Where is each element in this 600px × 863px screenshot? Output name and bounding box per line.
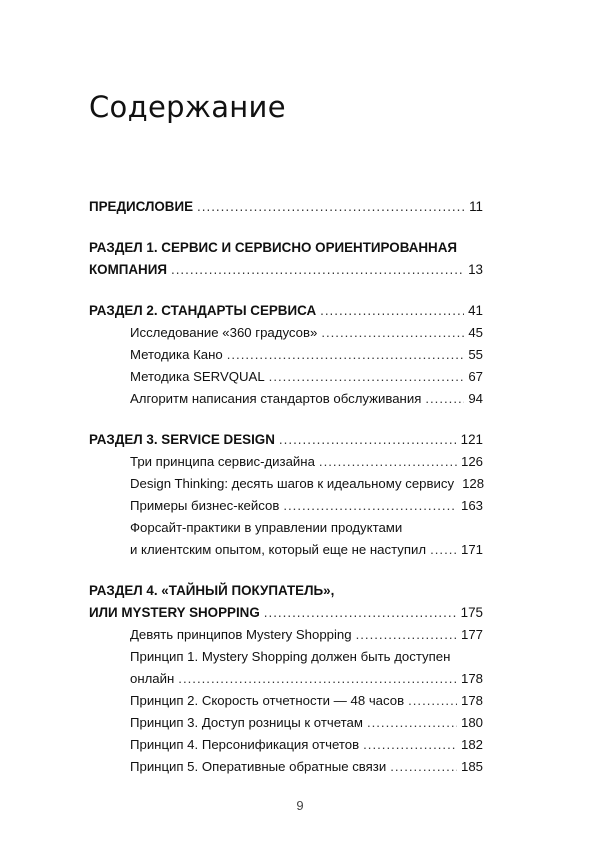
- toc-subentry[interactable]: [89, 668, 483, 690]
- dot-leader: [430, 539, 457, 561]
- dot-leader: [363, 734, 457, 756]
- toc-entry-section-3[interactable]: [89, 429, 483, 451]
- toc-entry-label: Три принципа сервис-дизайна: [130, 454, 315, 469]
- toc-page-number: 182: [460, 737, 483, 752]
- toc-entry-label: Принцип 2. Скорость отчетности — 48 часов: [130, 693, 405, 708]
- toc-subentry[interactable]: [89, 366, 483, 388]
- toc-page-number: 11: [469, 199, 483, 214]
- toc-section-preface: [89, 196, 483, 218]
- toc-entry-label: Методика SERVQUAL: [130, 369, 265, 384]
- toc-subentry[interactable]: [89, 712, 483, 734]
- toc-entry-label: Design Thinking: десять шагов к идеальному сервису: [130, 476, 455, 491]
- dot-leader: [178, 668, 457, 690]
- toc-subentry[interactable]: [89, 344, 483, 366]
- dot-leader: [408, 690, 457, 712]
- toc-entry-section-2[interactable]: [89, 300, 483, 322]
- dot-leader: [171, 259, 464, 281]
- dot-leader: [321, 322, 464, 344]
- toc-subentry-label-line1[interactable]: Принцип 1. Mystery Shopping должен быть доступен: [130, 649, 451, 664]
- toc-entry-label: Примеры бизнес-кейсов: [130, 498, 280, 513]
- toc-section-3: [89, 429, 483, 561]
- toc-page-number: 126: [460, 454, 483, 469]
- toc-entry-label: Принцип 5. Оперативные обратные связи: [130, 759, 387, 774]
- toc-entry-label: Методика Кано: [130, 347, 223, 362]
- toc-section-2: [89, 300, 483, 410]
- toc-page-number: 55: [468, 347, 483, 362]
- dot-leader: [283, 495, 457, 517]
- toc-subentry[interactable]: [89, 539, 483, 561]
- dot-leader: [227, 344, 465, 366]
- toc-section-1: [89, 237, 483, 281]
- toc-subentry[interactable]: [89, 473, 483, 495]
- toc-subentry[interactable]: [89, 624, 483, 646]
- toc-entry-label: ИЛИ MYSTERY SHOPPING: [89, 605, 260, 620]
- toc-subentry[interactable]: [89, 451, 483, 473]
- toc-page-number: 121: [460, 432, 483, 447]
- toc-page-number: 180: [460, 715, 483, 730]
- toc-page-number: 94: [468, 391, 483, 406]
- toc-entry-label: Принцип 4. Персонификация отчетов: [130, 737, 360, 752]
- toc-entry-label: ПРЕДИСЛОВИЕ: [89, 199, 194, 214]
- toc-entry-label: РАЗДЕЛ 3. SERVICE DESIGN: [89, 432, 275, 447]
- toc-page-number: 163: [460, 498, 483, 513]
- toc-page-number: 178: [460, 671, 483, 686]
- toc-subentry-label-line1[interactable]: Форсайт-практики в управлении продуктами: [130, 520, 403, 535]
- toc-page-number: 177: [460, 627, 483, 642]
- toc-section-4: [89, 580, 483, 778]
- toc-page-number: 175: [460, 605, 483, 620]
- toc-entry-label: Девять принципов Mystery Shopping: [130, 627, 352, 642]
- table-of-contents: [89, 196, 483, 797]
- dot-leader: [356, 624, 457, 646]
- dot-leader: [425, 388, 464, 410]
- toc-subentry[interactable]: [89, 322, 483, 344]
- dot-leader: [320, 300, 464, 322]
- toc-subentry[interactable]: [89, 756, 483, 778]
- dot-leader: [279, 429, 457, 451]
- toc-entry-label: онлайн: [130, 671, 175, 686]
- dot-leader: [390, 756, 457, 778]
- toc-entry-section-4[interactable]: [89, 602, 483, 624]
- dot-leader: [264, 602, 457, 624]
- toc-page-number: 128: [462, 476, 485, 491]
- toc-entry-label: РАЗДЕЛ 2. СТАНДАРТЫ СЕРВИСА: [89, 303, 317, 318]
- toc-subentry[interactable]: [89, 495, 483, 517]
- toc-page-number: 41: [468, 303, 483, 318]
- toc-subentry[interactable]: [89, 388, 483, 410]
- toc-entry-label-line1[interactable]: РАЗДЕЛ 1. СЕРВИС И СЕРВИСНО ОРИЕНТИРОВАННАЯ: [89, 240, 458, 255]
- page-number: 9: [296, 798, 304, 813]
- toc-page-number: 13: [468, 262, 483, 277]
- toc-entry-preface[interactable]: [89, 196, 483, 218]
- toc-page-number: 185: [460, 759, 483, 774]
- dot-leader: [367, 712, 457, 734]
- toc-entry-label: КОМПАНИЯ: [89, 262, 167, 277]
- dot-leader: [269, 366, 465, 388]
- page-title: Содержание: [89, 90, 286, 124]
- toc-entry-label: и клиентским опытом, который еще не наступил: [130, 542, 427, 557]
- toc-subentry[interactable]: [89, 690, 483, 712]
- toc-entry-section-1[interactable]: [89, 259, 483, 281]
- toc-entry-label-line1[interactable]: РАЗДЕЛ 4. «ТАЙНЫЙ ПОКУПАТЕЛЬ»,: [89, 583, 335, 598]
- toc-page-number: 178: [460, 693, 483, 708]
- toc-subentry[interactable]: [89, 734, 483, 756]
- dot-leader: [319, 451, 457, 473]
- toc-page-number: 171: [460, 542, 483, 557]
- toc-page-number: 67: [468, 369, 483, 384]
- toc-entry-label: Принцип 3. Доступ розницы к отчетам: [130, 715, 363, 730]
- toc-entry-label: Исследование «360 градусов»: [130, 325, 318, 340]
- toc-page-number: 45: [468, 325, 483, 340]
- toc-entry-label: Алгоритм написания стандартов обслуживания: [130, 391, 422, 406]
- dot-leader: [197, 196, 465, 218]
